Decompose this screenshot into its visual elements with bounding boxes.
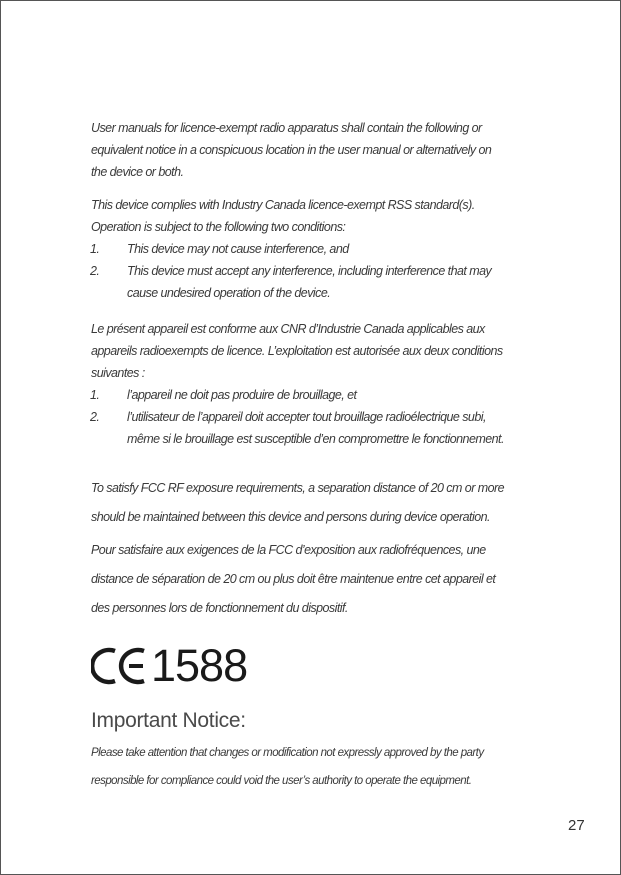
important-notice-text [91, 739, 531, 795]
text-line: même si le brouillage est susceptible d’en compromettre le fonctionnement. [127, 432, 504, 446]
condition-list-item [91, 384, 531, 406]
text-line: Le présent appareil est conforme aux CNR d’Industrie Canada applicables aux [91, 322, 485, 336]
important-notice-heading: Important Notice: [91, 709, 246, 732]
text-line: appareils radioexempts de licence. L’exploitation est autorisée aux deux conditions [91, 344, 503, 358]
text-line: This device must accept any interference, including interference that may [127, 264, 492, 278]
industry-canada-compliance-fr [91, 318, 531, 450]
text-line: This device complies with Industry Canada licence-exempt RSS standard(s). [91, 198, 475, 212]
text-line: l’appareil ne doit pas produire de brouillage, et [127, 388, 357, 402]
text-line: To satisfy FCC RF exposure requirements, a separation distance of 20 cm or more [91, 481, 505, 495]
text-line: des personnes lors de fonctionnement du dispositif. [91, 601, 348, 615]
ce-certification-mark [91, 641, 247, 691]
text-line: the device or both. [91, 165, 184, 179]
text-line: suivantes : [91, 366, 145, 380]
notified-body-number: 1588 [151, 640, 248, 691]
condition-list-item [91, 406, 531, 450]
list-number: 2. [90, 410, 100, 424]
text-line: This device may not cause interference, and [127, 242, 349, 256]
text-line: cause undesired operation of the device. [127, 286, 331, 300]
text-line: equivalent notice in a conspicuous location in the user manual or alternatively on [91, 143, 492, 157]
licence-exempt-notice-paragraph [91, 117, 531, 183]
condition-list-item [91, 238, 531, 260]
list-number: 2. [90, 264, 100, 278]
text-line: l’utilisateur de l’appareil doit accepter tout brouillage radioélectrique subi, [127, 410, 486, 424]
ce-mark-icon [91, 644, 149, 688]
text-line: responsible for compliance could void the user’s authority to operate the equipment. [91, 775, 472, 787]
fcc-rf-exposure-en [91, 474, 531, 532]
text-line: distance de séparation de 20 cm ou plus doit être maintenue entre cet appareil et [91, 572, 496, 586]
fcc-rf-exposure-fr [91, 536, 531, 623]
text-line: Operation is subject to the following two conditions: [91, 220, 346, 234]
list-number: 1. [90, 242, 100, 256]
condition-list-item [91, 260, 531, 304]
text-line: Please take attention that changes or modification not expressly approved by the party [91, 747, 484, 759]
page-number: 27 [568, 817, 585, 834]
text-line: should be maintained between this device and persons during device operation. [91, 510, 490, 524]
text-line: Pour satisfaire aux exigences de la FCC d’exposition aux radiofréquences, une [91, 543, 486, 557]
text-line: User manuals for licence-exempt radio apparatus shall contain the following or [91, 121, 482, 135]
list-number: 1. [90, 388, 100, 402]
industry-canada-compliance-en [91, 194, 531, 304]
